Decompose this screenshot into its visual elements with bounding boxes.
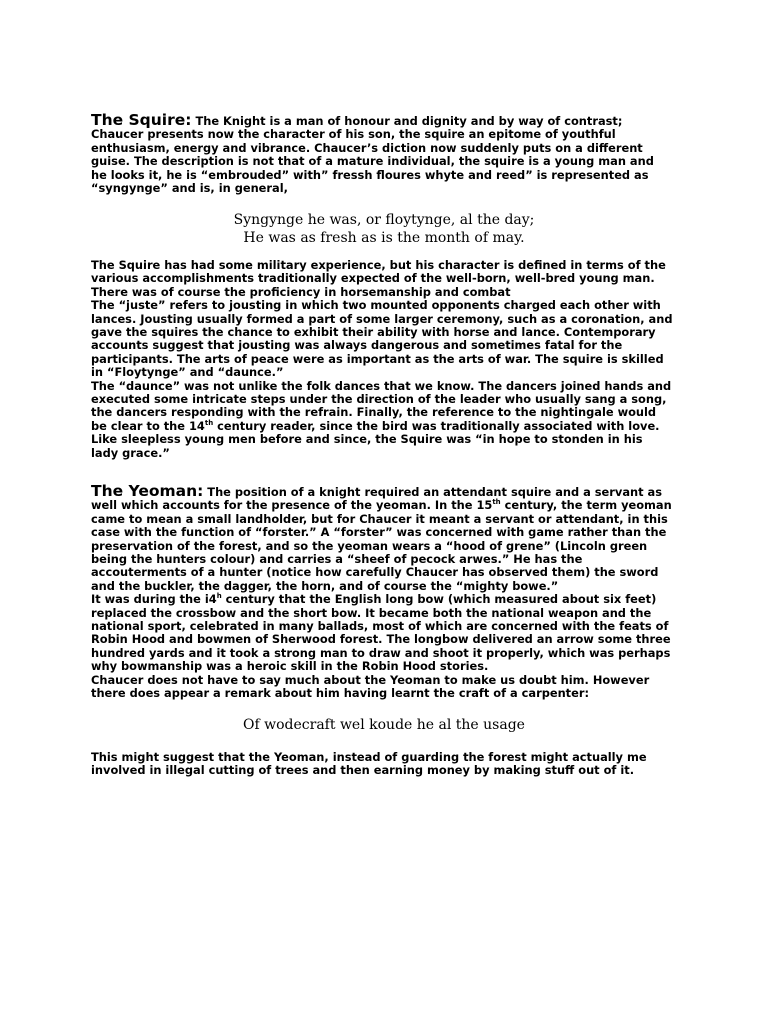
squire-quote-line-1: Syngynge he was, or floytynge, al the day;	[233, 212, 535, 228]
superscript: th	[204, 418, 214, 427]
squire-paragraph-3: The “daunce” was not unlike the folk dances that we know. The dancers joined hands and executed some intricate steps under the direction of the leader who usually sang a song, the dancers responding with the refrain. Finally, the reference to the nightingale would be clear to the 14th century reader, since the bird was traditionally associated with love. Like sleepless young men before and since, the Squire was “in hope to stonden in his lady grace.”	[91, 378, 672, 460]
yeoman-paragraph-1: It was during the i4$^h$ century that the English long bow (which measured about six feet) replaced the crossbow and the short bow. It became both the national weapon and the national sport, celebrated in many ballads, most of which are concerned with the feats of Robin Hood and bowmen of Sherwood forest. The longbow delivered an arrow some three hundred yards and it took a strong man to draw and shoot it properly, which was perhaps why bowmanship was a heroic skill in the Robin Hood stories.	[91, 592, 671, 674]
yeoman-heading: The Yeoman:	[91, 482, 204, 500]
squire-intro-text: The Knight is a man of honour and dignity and by way of contrast; Chaucer presents now the character of his son, the squire an epitome of youthful enthusiasm, energy and vibrance. Chaucer’s diction now suddenly puts on a different guise. The description is not that of a mature individual, the squire is a young man and he looks it, he is “embrouded” with” fressh floures whyte and reed” is represented as “syngynge” and is, in general,	[91, 114, 654, 196]
squire-intro-paragraph	[91, 112, 673, 195]
yeoman-closing-paragraph	[91, 751, 673, 778]
yeoman-quote	[91, 716, 677, 734]
squire-paragraph-1: The Squire has had some military experience, but his character is defined in terms of the various accomplishments traditionally expected of the well-born, well-bred young man. There was of course the proficiency in horsemanship and combat	[91, 258, 666, 299]
yeoman-body	[91, 483, 673, 701]
squire-paragraph-2: The “juste” refers to jousting in which two mounted opponents charged each other with lances. Jousting usually formed a part of some larger ceremony, such as a coronation, and gave the squires the chance to exhibit their ability with horse and lance. Contemporary accounts suggest that jousting was always dangerous and sometimes fatal for the participants. The arts of peace were as important as the arts of war. The squire is skilled in “Floytynge” and “daunce.”	[91, 298, 673, 380]
squire-quote-line-2: He was as fresh as is the month of may.	[243, 230, 525, 246]
squire-body	[91, 259, 673, 460]
yeoman-quote-line: Of wodecraft wel koude he al the usage	[243, 717, 525, 733]
squire-quote	[91, 211, 677, 247]
superscript: th	[492, 498, 501, 507]
superscript: h	[216, 592, 222, 601]
squire-heading: The Squire:	[91, 111, 192, 129]
yeoman-intro-paragraph: The Yeoman: The position of a knight required an attendant squire and a servant as well which accounts for the presence of the yeoman. In the 15th century, the term yeoman came to mean a small landholder, but for Chaucer it meant a servant or attendant, in this case with the function of “forster.” A “forster” was concerned with game rather than the preservation of the forest, and so the yeoman wears a “hood of grene” (Lincoln green being the hunters colour) and carries a “sheef of pecock arwes.” He has the accouterments of a hunter (notice how carefully Chaucer has observed them) the sword and the buckler, the dagger, the horn, and of course the “mighty bowe.”	[91, 482, 672, 593]
yeoman-paragraph-3: This might suggest that the Yeoman, instead of guarding the forest might actually me involved in illegal cutting of trees and then earning money by making stuff out of it.	[91, 750, 647, 778]
yeoman-paragraph-2: Chaucer does not have to say much about the Yeoman to make us doubt him. However there does appear a remark about him having learnt the craft of a carpenter:	[91, 672, 650, 701]
